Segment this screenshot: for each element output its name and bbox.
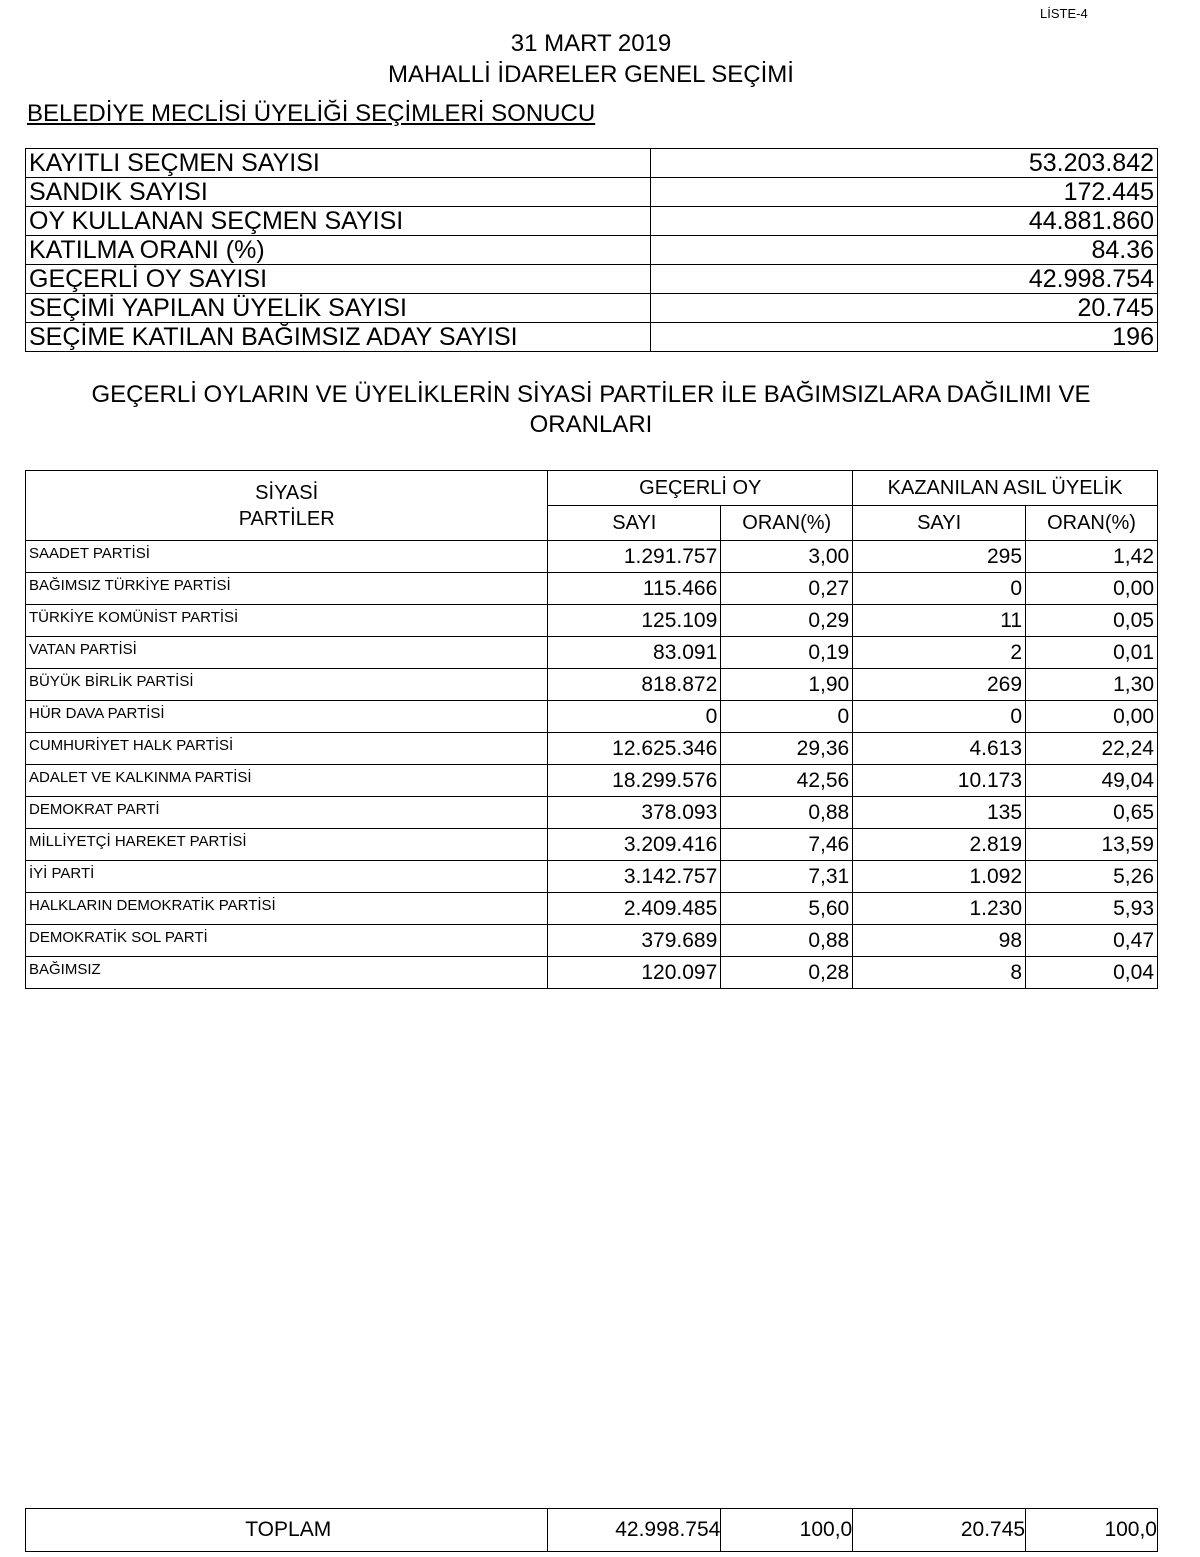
party-row — [26, 829, 1158, 861]
party-vote-pct: 5,60 — [721, 893, 853, 925]
party-votes: 818.872 — [548, 669, 721, 701]
party-votes: 83.091 — [548, 637, 721, 669]
party-votes: 115.466 — [548, 573, 721, 605]
party-name: TÜRKİYE KOMÜNİST PARTİSİ — [26, 605, 548, 637]
party-row — [26, 797, 1158, 829]
party-seats: 11 — [853, 605, 1026, 637]
party-row — [26, 765, 1158, 797]
party-seats: 1.092 — [853, 861, 1026, 893]
summary-label: GEÇERLİ OY SAYISI — [26, 265, 651, 294]
party-name: BAĞIMSIZ TÜRKİYE PARTİSİ — [26, 573, 548, 605]
summary-value: 44.881.860 — [651, 207, 1158, 236]
party-votes: 378.093 — [548, 797, 721, 829]
party-row — [26, 573, 1158, 605]
party-name: İYİ PARTİ — [26, 861, 548, 893]
party-seat-pct: 1,30 — [1026, 669, 1158, 701]
party-seat-pct: 13,59 — [1026, 829, 1158, 861]
summary-value: 53.203.842 — [651, 149, 1158, 178]
party-seats: 2 — [853, 637, 1026, 669]
section-title: GEÇERLİ OYLARIN VE ÜYELİKLERİN SİYASİ PARTİLER İLE BAĞIMSIZLARA DAĞILIMI VE ORANLARI — [91, 381, 1091, 438]
party-name: DEMOKRATİK SOL PARTİ — [26, 925, 548, 957]
party-votes: 12.625.346 — [548, 733, 721, 765]
party-seat-pct: 5,93 — [1026, 893, 1158, 925]
party-header-line2: PARTİLER — [238, 507, 335, 530]
party-name: HÜR DAVA PARTİSİ — [26, 701, 548, 733]
party-seats: 0 — [853, 701, 1026, 733]
party-name: VATAN PARTİSİ — [26, 637, 548, 669]
page-subtitle: BELEDİYE MECLİSİ ÜYELİĞİ SEÇİMLERİ SONUCU — [27, 100, 596, 127]
summary-label: OY KULLANAN SEÇMEN SAYISI — [26, 207, 651, 236]
summary-value: 196 — [651, 323, 1158, 352]
party-seat-pct: 0,01 — [1026, 637, 1158, 669]
party-row — [26, 605, 1158, 637]
party-seat-pct: 49,04 — [1026, 765, 1158, 797]
total-row — [26, 1509, 1158, 1552]
party-row — [26, 925, 1158, 957]
party-row — [26, 733, 1158, 765]
party-seat-pct: 0,00 — [1026, 573, 1158, 605]
summary-row — [26, 178, 1158, 207]
party-vote-pct: 7,46 — [721, 829, 853, 861]
summary-table — [25, 148, 1158, 352]
summary-label: KATILMA ORANI (%) — [26, 236, 651, 265]
party-seats: 295 — [853, 541, 1026, 573]
summary-label: KAYITLI SEÇMEN SAYISI — [26, 149, 651, 178]
party-votes: 2.409.485 — [548, 893, 721, 925]
party-votes: 18.299.576 — [548, 765, 721, 797]
summary-label: SEÇİMİ YAPILAN ÜYELİK SAYISI — [26, 294, 651, 323]
votes-ratio-header: ORAN(%) — [721, 506, 853, 541]
party-vote-pct: 0 — [721, 701, 853, 733]
party-row — [26, 541, 1158, 573]
party-vote-pct: 3,00 — [721, 541, 853, 573]
total-seats: 20.745 — [853, 1509, 1026, 1552]
party-seat-pct: 5,26 — [1026, 861, 1158, 893]
party-votes: 1.291.757 — [548, 541, 721, 573]
summary-value: 84.36 — [651, 236, 1158, 265]
party-votes: 120.097 — [548, 957, 721, 989]
party-row — [26, 669, 1158, 701]
party-name: SAADET PARTİSİ — [26, 541, 548, 573]
party-votes: 379.689 — [548, 925, 721, 957]
votes-count-header: SAYI — [548, 506, 721, 541]
summary-row — [26, 236, 1158, 265]
summary-label: SEÇİME KATILAN BAĞIMSIZ ADAY SAYISI — [26, 323, 651, 352]
party-row — [26, 701, 1158, 733]
party-seats: 4.613 — [853, 733, 1026, 765]
summary-label: SANDIK SAYISI — [26, 178, 651, 207]
total-table — [25, 1508, 1158, 1552]
party-seat-pct: 0,65 — [1026, 797, 1158, 829]
party-vote-pct: 0,27 — [721, 573, 853, 605]
party-seats: 2.819 — [853, 829, 1026, 861]
party-seats: 269 — [853, 669, 1026, 701]
party-seats: 98 — [853, 925, 1026, 957]
party-vote-pct: 0,19 — [721, 637, 853, 669]
party-name: MİLLİYETÇİ HAREKET PARTİSİ — [26, 829, 548, 861]
party-vote-pct: 0,28 — [721, 957, 853, 989]
party-votes: 3.209.416 — [548, 829, 721, 861]
party-seats: 135 — [853, 797, 1026, 829]
seats-ratio-header: ORAN(%) — [1026, 506, 1158, 541]
party-name: HALKLARIN DEMOKRATİK PARTİSİ — [26, 893, 548, 925]
party-seat-pct: 1,42 — [1026, 541, 1158, 573]
election-name: MAHALLİ İDARELER GENEL SEÇİMİ — [388, 61, 794, 88]
total-vote-pct: 100,0 — [721, 1509, 853, 1552]
summary-row — [26, 207, 1158, 236]
party-votes: 3.142.757 — [548, 861, 721, 893]
seats-header: KAZANILAN ASIL ÜYELİK — [853, 471, 1158, 506]
party-seat-pct: 22,24 — [1026, 733, 1158, 765]
party-seat-pct: 0,04 — [1026, 957, 1158, 989]
summary-value: 172.445 — [651, 178, 1158, 207]
party-column-header — [26, 471, 548, 541]
party-name: DEMOKRAT PARTİ — [26, 797, 548, 829]
party-votes: 0 — [548, 701, 721, 733]
party-name: BAĞIMSIZ — [26, 957, 548, 989]
party-row — [26, 637, 1158, 669]
party-votes: 125.109 — [548, 605, 721, 637]
party-vote-pct: 0,88 — [721, 797, 853, 829]
party-seats: 10.173 — [853, 765, 1026, 797]
total-seat-pct: 100,0 — [1026, 1509, 1158, 1552]
party-results-table — [25, 470, 1158, 989]
summary-row — [26, 265, 1158, 294]
party-seats: 0 — [853, 573, 1026, 605]
party-row — [26, 861, 1158, 893]
party-vote-pct: 0,88 — [721, 925, 853, 957]
summary-value: 42.998.754 — [651, 265, 1158, 294]
party-seats: 8 — [853, 957, 1026, 989]
party-row — [26, 957, 1158, 989]
party-seat-pct: 0,00 — [1026, 701, 1158, 733]
party-name: CUMHURİYET HALK PARTİSİ — [26, 733, 548, 765]
party-vote-pct: 0,29 — [721, 605, 853, 637]
party-vote-pct: 7,31 — [721, 861, 853, 893]
party-seats: 1.230 — [853, 893, 1026, 925]
summary-row — [26, 149, 1158, 178]
party-name: BÜYÜK BİRLİK PARTİSİ — [26, 669, 548, 701]
total-votes: 42.998.754 — [548, 1509, 721, 1552]
total-label: TOPLAM — [26, 1509, 548, 1552]
seats-count-header: SAYI — [853, 506, 1026, 541]
summary-value: 20.745 — [651, 294, 1158, 323]
election-date: 31 MART 2019 — [510, 30, 672, 57]
summary-row — [26, 323, 1158, 352]
party-seat-pct: 0,05 — [1026, 605, 1158, 637]
party-vote-pct: 1,90 — [721, 669, 853, 701]
party-row — [26, 893, 1158, 925]
valid-votes-header: GEÇERLİ OY — [548, 471, 853, 506]
summary-row — [26, 294, 1158, 323]
party-name: ADALET VE KALKINMA PARTİSİ — [26, 765, 548, 797]
list-id: LİSTE-4 — [1040, 6, 1088, 21]
party-vote-pct: 29,36 — [721, 733, 853, 765]
party-header-line1: SİYASİ — [255, 481, 319, 504]
party-seat-pct: 0,47 — [1026, 925, 1158, 957]
party-vote-pct: 42,56 — [721, 765, 853, 797]
